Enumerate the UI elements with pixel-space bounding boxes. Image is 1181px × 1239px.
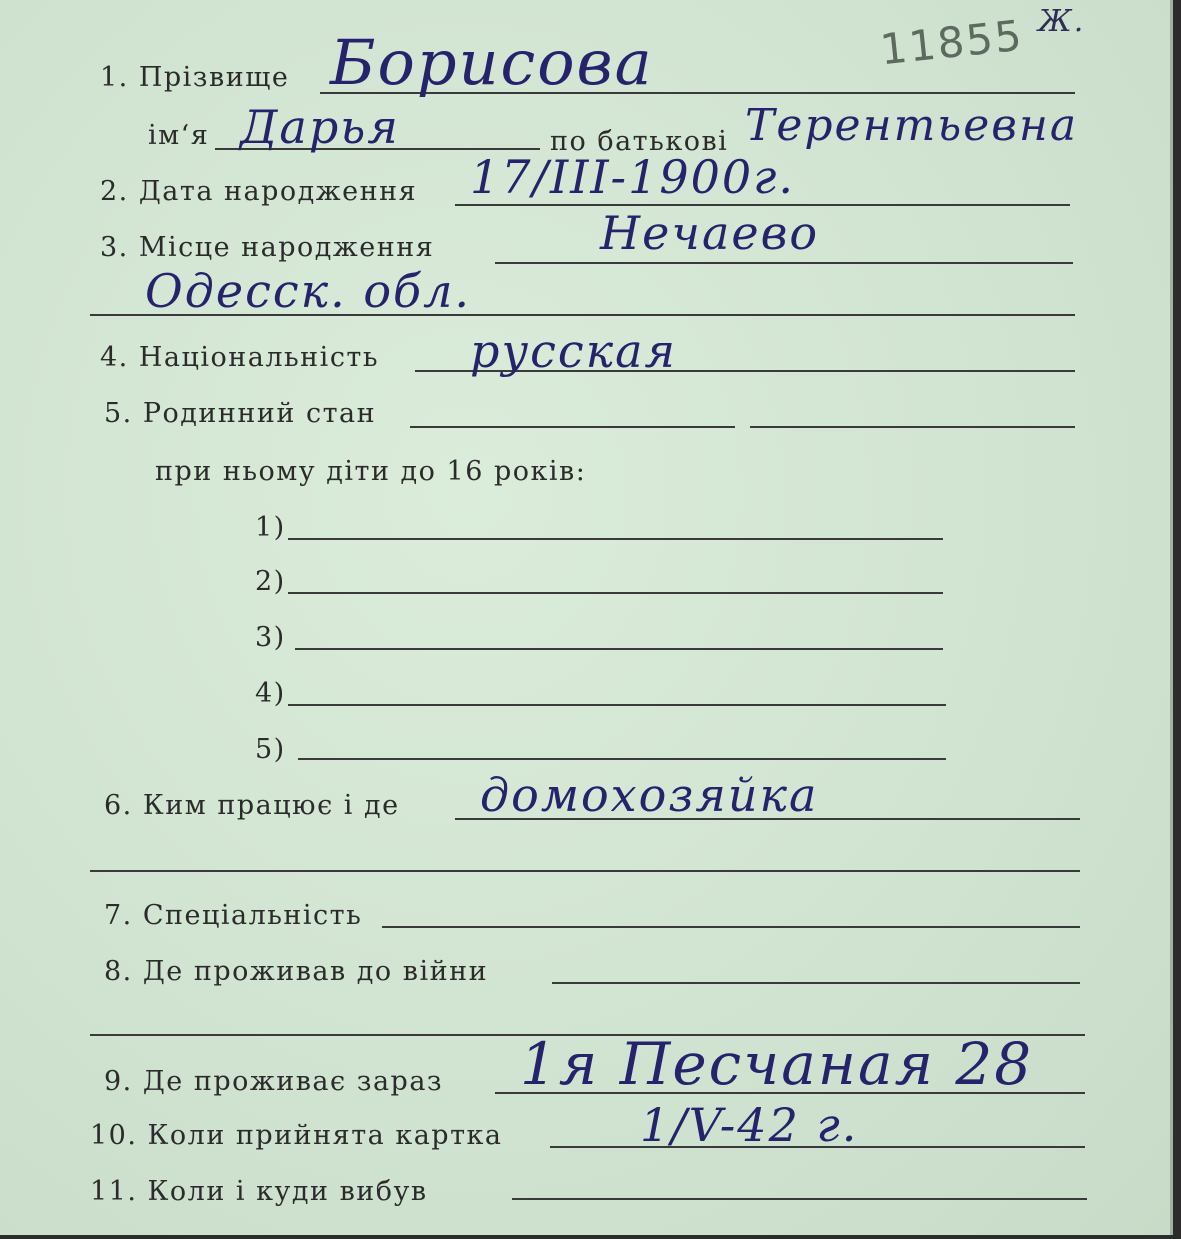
birth-place-line <box>495 262 1073 264</box>
name-label: ім‘я <box>148 120 210 151</box>
child-2-line <box>288 592 943 594</box>
current-value: 1я Песчаная 28 <box>520 1030 1034 1098</box>
child-4-line <box>288 704 946 706</box>
child-3-line <box>295 648 943 650</box>
prewar-line <box>552 982 1080 984</box>
patronymic-label: по батькові <box>550 126 729 157</box>
birth-place-line2 <box>90 314 1075 316</box>
work-label: 6. Ким працює і де <box>104 790 400 821</box>
corner-mark: Ж. <box>1038 4 1086 39</box>
work-value: домохозяйка <box>480 768 819 822</box>
child-1-line <box>288 538 943 540</box>
child-5-line <box>298 758 946 760</box>
departure-label: 11. Коли і куди вибув <box>90 1176 428 1207</box>
surname-value: Борисова <box>330 26 654 99</box>
child-4-label: 4) <box>255 678 286 709</box>
current-label: 9. Де проживає зараз <box>104 1066 444 1097</box>
marital-label: 5. Родинний стан <box>104 398 377 429</box>
name-value: Дарья <box>240 100 400 154</box>
marital-line-2 <box>750 426 1075 428</box>
specialty-label: 7. Спеціальність <box>104 900 363 931</box>
child-5-label: 5) <box>255 734 286 765</box>
patronymic-value: Терентьевна <box>745 100 1079 151</box>
prewar-label: 8. Де проживав до війни <box>104 956 489 987</box>
surname-label: 1. Прізвище <box>100 62 290 93</box>
children-label: при ньому діти до 16 років: <box>155 456 587 487</box>
card-date-value: 1/V-42 г. <box>640 1098 859 1152</box>
child-3-label: 3) <box>255 622 286 653</box>
departure-line <box>512 1198 1087 1200</box>
birth-place-label: 3. Місце народження <box>100 232 435 263</box>
specialty-line <box>382 926 1080 928</box>
marital-line-1 <box>410 426 735 428</box>
archive-number: 11855 <box>877 10 1026 75</box>
child-1-label: 1) <box>255 512 286 543</box>
card-date-label: 10. Коли прийнята картка <box>90 1120 503 1151</box>
birth-date-value: 17/III-1900г. <box>470 150 796 204</box>
nationality-label: 4. Національність <box>100 342 380 373</box>
child-2-label: 2) <box>255 566 286 597</box>
birth-place-value: Нечаево <box>600 206 820 260</box>
birth-place-value-line2: Одесск. обл. <box>145 264 472 318</box>
nationality-value: русская <box>470 324 678 378</box>
birth-date-label: 2. Дата народження <box>100 176 418 207</box>
work-line2 <box>90 870 1080 872</box>
